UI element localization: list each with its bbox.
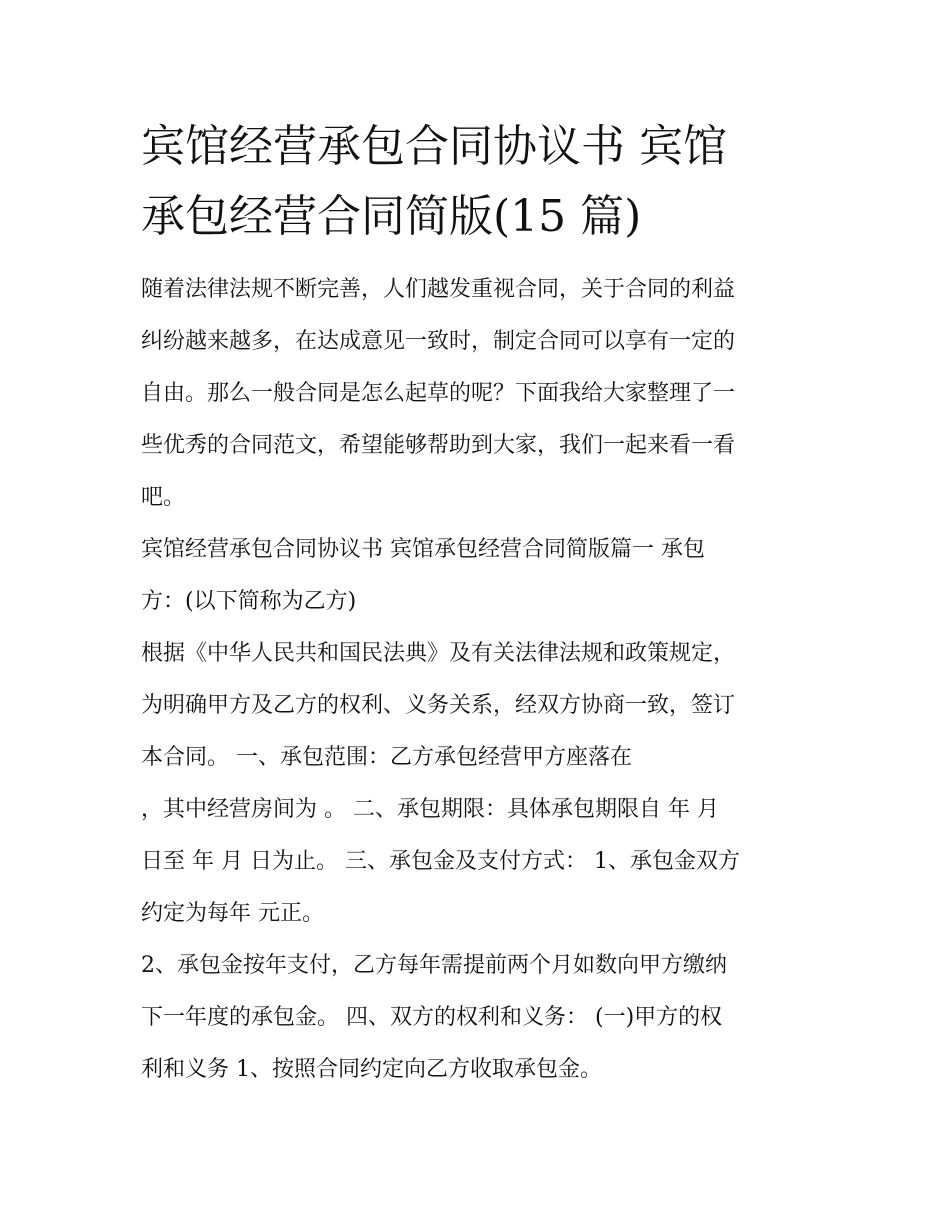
text-line-9: 为明确甲方及乙方的权利、义务关系，经双方协商一致，签订 <box>141 693 736 718</box>
text-line-10: 本合同。 一、承包范围：乙方承包经营甲方座落在 <box>141 745 632 770</box>
contract-heading-paragraph <box>141 524 821 628</box>
text-line-8: 根据《中华人民共和国民法典》及有关法律法规和政策规定， <box>141 641 736 666</box>
text-line-4: 些优秀的合同范文，希望能够帮助到大家，我们一起来看一看 <box>141 433 736 458</box>
contract-body-paragraph <box>141 628 821 940</box>
document-content <box>141 112 821 1096</box>
text-line-15: 下一年度的承包金。 四、双方的权利和义务： (一)甲方的权 <box>141 1005 723 1030</box>
text-line-16: 利和义务 1、按照合同约定向乙方收取承包金。 <box>141 1057 602 1082</box>
text-line-14: 2、承包金按年支付，乙方每年需提前两个月如数向甲方缴纳 <box>141 953 727 978</box>
title-line-2: 承包经营合同简版(15 篇) <box>141 191 642 242</box>
document-title <box>141 112 821 252</box>
contract-payment-paragraph <box>141 940 821 1096</box>
text-line-12: 日至 年 月 日为止。 三、承包金及支付方式： 1、承包金双方 <box>141 849 740 874</box>
text-line-1: 随着法律法规不断完善，人们越发重视合同，关于合同的利益 <box>141 277 736 302</box>
text-line-13: 约定为每年 元正。 <box>141 901 324 926</box>
intro-paragraph <box>141 264 821 524</box>
text-line-11: ，其中经营房间为 。 二、承包期限：具体承包期限自 年 月 <box>141 797 719 822</box>
title-line-1: 宾馆经营承包合同协议书 宾馆 <box>141 121 727 172</box>
text-line-2: 纠纷越来越多，在达成意见一致时，制定合同可以享有一定的 <box>141 329 736 354</box>
text-line-5: 吧。 <box>141 485 186 510</box>
text-line-6: 宾馆经营承包合同协议书 宾馆承包经营合同简版篇一 承包 <box>141 537 705 562</box>
text-line-7: 方：(以下简称为乙方) <box>141 589 357 614</box>
text-line-3: 自由。那么一般合同是怎么起草的呢？下面我给大家整理了一 <box>141 381 736 406</box>
